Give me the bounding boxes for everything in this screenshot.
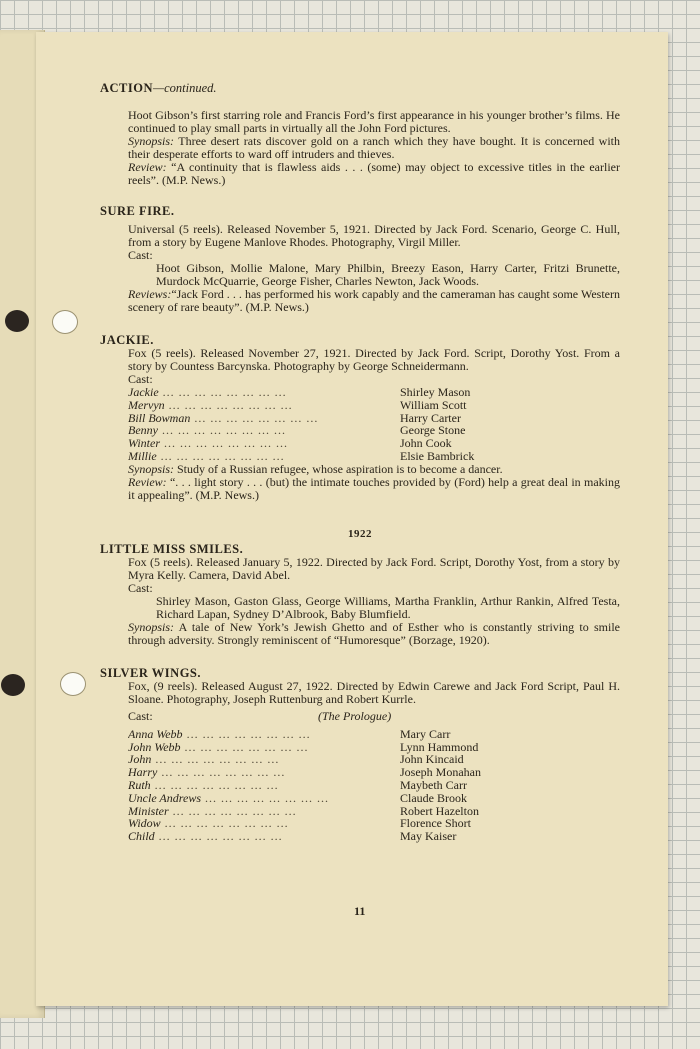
character-name-text: Anna Webb: [128, 727, 183, 741]
section-heading-silver-wings: SILVER WINGS.: [100, 665, 201, 680]
character-name-text: Jackie: [128, 386, 159, 399]
cast-row: [128, 728, 620, 741]
dot-leader: ... ... ... ... ... ... ... ...: [150, 778, 279, 792]
cast-row: [128, 830, 620, 843]
sure-fire-reviews: Reviews:“Jack Ford . . . has performed his work capably and the cameraman has caught some Western scenery of rare beauty”. (M.P. News.): [128, 287, 620, 314]
section-heading-sure-fire: SURE FIRE.: [100, 204, 175, 218]
character-name-text: Child: [128, 830, 155, 843]
sure-fire-cast-label: Cast:: [128, 248, 153, 262]
cast-row: [128, 792, 620, 805]
actor-name: John Kincaid: [400, 752, 464, 767]
dot-leader: ... ... ... ... ... ... ... ...: [156, 449, 285, 463]
jackie-info: Fox (5 reels). Released November 27, 1921. Directed by Jack Ford. Script, Dorothy Yost. From a story by Countess Barcynska. Photography by George Schneidermann.: [128, 346, 620, 373]
dot-leader: ... ... ... ... ... ... ... ...: [168, 804, 297, 818]
character-name-text: Minister: [128, 804, 169, 818]
dot-leader: ... ... ... ... ... ... ... ...: [160, 437, 288, 450]
cast-row: [128, 412, 620, 425]
section-heading-action: ACTION—continued.: [100, 81, 217, 95]
actor-name: May Kaiser: [400, 829, 457, 844]
silver-wings-entry: [128, 680, 620, 723]
little-miss-smiles-entry: [128, 556, 620, 647]
actor-name: Claude Brook: [400, 790, 467, 805]
punch-hole: [60, 672, 86, 696]
dot-leader: ... ... ... ... ... ... ... ...: [160, 817, 289, 831]
character-name: [128, 805, 400, 818]
dot-leader: ... ... ... ... ... ... ... ...: [180, 740, 309, 754]
punch-hole: [1, 674, 25, 696]
character-name-text: Ruth: [128, 778, 151, 792]
dot-leader: ... ... ... ... ... ... ... ...: [182, 727, 311, 741]
little-miss-smiles-info: Fox (5 reels). Released January 5, 1922. Directed by Jack Ford. Script, Dorothy Yost, from a story by Myra Kelly. Camera, David Abel.: [128, 554, 620, 582]
actor-name: George Stone: [400, 423, 466, 438]
sure-fire-info: Universal (5 reels). Released November 5, 1921. Directed by Jack Ford. Scenario, George C. Hull, from a story by Eugene Manlove Rhodes. Photography, Virgil Miller.: [128, 222, 620, 249]
cast-row: [128, 424, 620, 437]
actor-name: Joseph Monahan: [400, 765, 481, 780]
character-name: [128, 399, 400, 412]
punch-hole: [5, 310, 29, 332]
cast-row: [128, 753, 620, 766]
cast-row: [128, 386, 620, 399]
dot-leader: ... ... ... ... ... ... ... ...: [157, 766, 286, 779]
character-name: [128, 766, 400, 779]
cast-row: [128, 437, 620, 450]
cast-row: [128, 399, 620, 412]
cast-row: [128, 805, 620, 818]
silver-wings-cast-label: Cast:: [128, 708, 153, 723]
character-name: [128, 437, 400, 450]
section-heading-little-miss-smiles: LITTLE MISS SMILES.: [100, 541, 244, 556]
little-miss-smiles-synopsis: Synopsis: A tale of New York’s Jewish Ghetto and of Esther who is constantly striving to smile through adversity. Strongly reminiscent of “Humoresque” (Borzage, 1920).: [128, 619, 620, 647]
character-name-text: John: [128, 753, 152, 767]
actor-name: Maybeth Carr: [400, 777, 467, 792]
dot-leader: ... ... ... ... ... ... ... ...: [154, 830, 283, 843]
punch-hole: [52, 310, 78, 334]
action-review: Review: “A continuity that is flawless aids . . . (some) may object to excessive titles in the earlier reels”. (M.P. News.): [128, 160, 620, 187]
jackie-synopsis: Synopsis: Study of a Russian refugee, whose aspiration is to become a dancer.: [128, 461, 503, 476]
silver-wings-cast-table: [128, 728, 620, 843]
dot-leader: ... ... ... ... ... ... ... ...: [190, 411, 319, 425]
character-name: [128, 779, 400, 792]
year-heading: 1922: [348, 527, 372, 540]
sure-fire-entry: [128, 223, 620, 314]
jackie-cast-table: [128, 386, 620, 463]
jackie-review: Review: “. . . light story . . . (but) the intimate touches provided by (Ford) help a great deal in making it appealing”. (M.P. News.): [128, 474, 620, 502]
character-name-text: John Webb: [128, 740, 181, 754]
page-content: [100, 82, 620, 843]
character-name: [128, 424, 400, 437]
little-miss-smiles-cast: Shirley Mason, Gaston Glass, George Williams, Martha Franklin, Arthur Rankin, Alfred Testa, Richard Lapan, Sydney D’Albrook, Baby Blumfield.: [156, 593, 620, 621]
actor-name: Florence Short: [400, 816, 471, 831]
actor-name: Lynn Hammond: [400, 739, 479, 754]
page-number: 11: [354, 904, 366, 918]
actor-name: Harry Carter: [400, 410, 461, 425]
character-name-text: Mervyn: [128, 398, 165, 412]
character-name: [128, 741, 400, 754]
action-synopsis: Synopsis: Three desert rats discover gold on a ranch which they have bought. It is concerned with their desperate efforts to ward off intruders and thieves.: [128, 134, 620, 161]
section-heading-jackie: JACKIE.: [100, 333, 154, 347]
character-name: [128, 830, 400, 843]
cast-row: [128, 779, 620, 792]
actor-name: Shirley Mason: [400, 385, 471, 399]
action-entry: [128, 109, 620, 187]
character-name-text: Widow: [128, 817, 161, 831]
jackie-entry: [128, 347, 620, 386]
character-name: [128, 753, 400, 766]
character-name-text: Millie: [128, 449, 157, 463]
character-name-text: Benny: [128, 424, 158, 438]
sure-fire-cast: Hoot Gibson, Mollie Malone, Mary Philbin, Breezy Eason, Harry Carter, Fritzi Brunette, Murdock McQuarrie, George Fisher, Charles Newton, Jack Woods.: [156, 261, 620, 288]
character-name: [128, 386, 400, 399]
jackie-notes: [128, 463, 620, 502]
character-name-text: Uncle Andrews: [128, 791, 201, 805]
action-intro: Hoot Gibson’s first starring role and Francis Ford’s first appearance in his younger brother’s films. He continued to play small parts in virtually all the John Ford pictures.: [128, 108, 620, 135]
dot-leader: ... ... ... ... ... ... ... ...: [201, 791, 329, 805]
dot-leader: ... ... ... ... ... ... ... ...: [151, 753, 280, 767]
prologue-label: (The Prologue): [318, 708, 392, 723]
silver-wings-cast-header: [128, 710, 620, 723]
silver-wings-info: Fox, (9 reels). Released August 27, 1922. Directed by Edwin Carewe and Jack Ford Script, Paul H. Sloane. Photography, Joseph Ruttenburg and Robert Kurrle.: [128, 678, 620, 706]
actor-name: Mary Carr: [400, 726, 451, 741]
jackie-cast-label: Cast:: [128, 372, 153, 386]
cast-row: [128, 817, 620, 830]
actor-name: Robert Hazelton: [400, 803, 479, 818]
dot-leader: ... ... ... ... ... ... ... ...: [157, 424, 286, 438]
dot-leader: ... ... ... ... ... ... ... ...: [164, 398, 293, 412]
character-name: [128, 728, 400, 741]
little-miss-smiles-cast-label: Cast:: [128, 580, 153, 595]
cast-row: [128, 741, 620, 754]
character-name-text: Bill Bowman: [128, 411, 191, 425]
character-name: [128, 792, 400, 805]
actor-name: Elsie Bambrick: [400, 448, 475, 463]
actor-name: William Scott: [400, 397, 467, 412]
character-name: [128, 412, 400, 425]
character-name: [128, 817, 400, 830]
cast-row: [128, 766, 620, 779]
booklet-page: [36, 32, 668, 1006]
dot-leader: ... ... ... ... ... ... ... ...: [158, 386, 287, 399]
actor-name: John Cook: [400, 436, 452, 451]
character-name-text: Winter: [128, 437, 160, 450]
character-name-text: Harry: [128, 766, 158, 779]
